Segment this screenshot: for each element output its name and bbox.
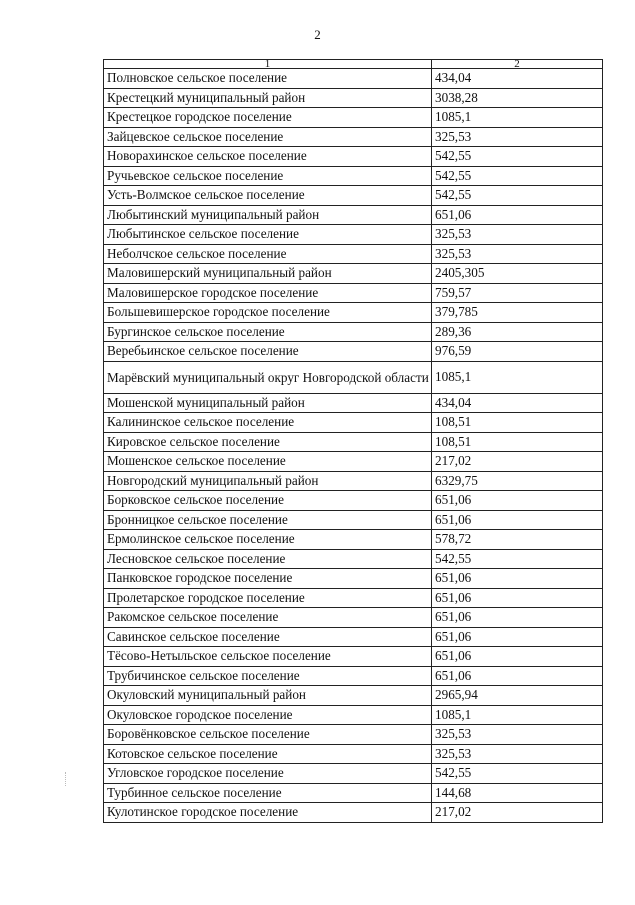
row-value-cell: 651,06 <box>432 588 603 608</box>
row-name-cell: Борковское сельское поселение <box>104 491 432 511</box>
row-value-cell: 2965,94 <box>432 686 603 706</box>
row-name-cell: Ракомское сельское поселение <box>104 608 432 628</box>
row-name-cell: Мошенской муниципальный район <box>104 393 432 413</box>
row-value-cell: 434,04 <box>432 69 603 89</box>
table-row <box>104 588 603 608</box>
row-value-cell: 217,02 <box>432 452 603 472</box>
row-name-cell: Новгородский муниципальный район <box>104 471 432 491</box>
table-row <box>104 647 603 667</box>
row-name-cell: Маловишерский муниципальный район <box>104 264 432 284</box>
row-name-cell: Большевишерское городское поселение <box>104 303 432 323</box>
row-value-cell: 217,02 <box>432 803 603 823</box>
table-row <box>104 166 603 186</box>
row-value-cell: 651,06 <box>432 510 603 530</box>
row-value-cell: 325,53 <box>432 225 603 245</box>
row-name-cell: Калининское сельское поселение <box>104 413 432 433</box>
table-row <box>104 413 603 433</box>
table-row <box>104 393 603 413</box>
table-row <box>104 627 603 647</box>
row-value-cell: 1085,1 <box>432 108 603 128</box>
row-value-cell: 144,68 <box>432 783 603 803</box>
row-value-cell: 325,53 <box>432 744 603 764</box>
table-row <box>104 530 603 550</box>
row-value-cell: 651,06 <box>432 627 603 647</box>
row-name-cell: Лесновское сельское поселение <box>104 549 432 569</box>
table-row <box>104 322 603 342</box>
row-value-cell: 542,55 <box>432 549 603 569</box>
row-name-cell: Савинское сельское поселение <box>104 627 432 647</box>
table-row <box>104 88 603 108</box>
table-row <box>104 342 603 362</box>
row-name-cell: Маловишерское городское поселение <box>104 283 432 303</box>
row-name-cell: Любытинское сельское поселение <box>104 225 432 245</box>
row-name-cell: Зайцевское сельское поселение <box>104 127 432 147</box>
table-row <box>104 705 603 725</box>
table-row <box>104 225 603 245</box>
row-value-cell: 651,06 <box>432 205 603 225</box>
row-value-cell: 3038,28 <box>432 88 603 108</box>
row-value-cell: 651,06 <box>432 491 603 511</box>
row-name-cell: Панковское городское поселение <box>104 569 432 589</box>
row-value-cell: 289,36 <box>432 322 603 342</box>
margin-mark <box>65 772 67 786</box>
row-value-cell: 651,06 <box>432 608 603 628</box>
table-row <box>104 491 603 511</box>
row-name-cell: Боровёнковское сельское поселение <box>104 725 432 745</box>
row-name-cell: Бургинское сельское поселение <box>104 322 432 342</box>
row-name-cell: Кировское сельское поселение <box>104 432 432 452</box>
row-name-cell: Окуловский муниципальный район <box>104 686 432 706</box>
row-name-cell: Любытинский муниципальный район <box>104 205 432 225</box>
row-value-cell: 108,51 <box>432 432 603 452</box>
table-row <box>104 569 603 589</box>
column-header: 1 <box>104 60 432 69</box>
table-row <box>104 686 603 706</box>
row-value-cell: 379,785 <box>432 303 603 323</box>
table-row <box>104 608 603 628</box>
table-row <box>104 361 603 393</box>
table-row <box>104 244 603 264</box>
table-row <box>104 549 603 569</box>
row-value-cell: 542,55 <box>432 147 603 167</box>
table-row <box>104 69 603 89</box>
row-name-cell: Ермолинское сельское поселение <box>104 530 432 550</box>
row-name-cell: Кулотинское городское поселение <box>104 803 432 823</box>
row-name-cell: Угловское городское поселение <box>104 764 432 784</box>
table-row <box>104 803 603 823</box>
table-row <box>104 783 603 803</box>
row-name-cell: Новорахинское сельское поселение <box>104 147 432 167</box>
row-name-cell: Пролетарское городское поселение <box>104 588 432 608</box>
row-name-cell: Неболчское сельское поселение <box>104 244 432 264</box>
table-row <box>104 303 603 323</box>
row-value-cell: 325,53 <box>432 244 603 264</box>
row-value-cell: 651,06 <box>432 666 603 686</box>
table-row <box>104 764 603 784</box>
row-value-cell: 542,55 <box>432 166 603 186</box>
row-value-cell: 542,55 <box>432 764 603 784</box>
row-name-cell: Полновское сельское поселение <box>104 69 432 89</box>
column-header: 2 <box>432 60 603 69</box>
row-name-cell: Трубичинское сельское поселение <box>104 666 432 686</box>
row-value-cell: 976,59 <box>432 342 603 362</box>
row-name-cell: Веребьинское сельское поселение <box>104 342 432 362</box>
row-name-cell: Окуловское городское поселение <box>104 705 432 725</box>
row-name-cell: Усть-Волмское сельское поселение <box>104 186 432 206</box>
table-row <box>104 147 603 167</box>
row-value-cell: 1085,1 <box>432 361 603 393</box>
row-value-cell: 651,06 <box>432 569 603 589</box>
table-row <box>104 127 603 147</box>
row-value-cell: 108,51 <box>432 413 603 433</box>
row-name-cell: Тёсово-Нетыльское сельское поселение <box>104 647 432 667</box>
row-value-cell: 434,04 <box>432 393 603 413</box>
table-row <box>104 432 603 452</box>
row-value-cell: 651,06 <box>432 647 603 667</box>
row-name-cell: Крестецкое городское поселение <box>104 108 432 128</box>
table-row <box>104 186 603 206</box>
row-value-cell: 325,53 <box>432 127 603 147</box>
data-table <box>103 59 603 823</box>
table-row <box>104 725 603 745</box>
row-name-cell: Котовское сельское поселение <box>104 744 432 764</box>
row-value-cell: 6329,75 <box>432 471 603 491</box>
table-row <box>104 264 603 284</box>
row-name-cell: Крестецкий муниципальный район <box>104 88 432 108</box>
row-value-cell: 1085,1 <box>432 705 603 725</box>
table-row <box>104 452 603 472</box>
row-value-cell: 578,72 <box>432 530 603 550</box>
page-number: 2 <box>314 27 321 42</box>
table-row <box>104 471 603 491</box>
table-row <box>104 666 603 686</box>
row-value-cell: 2405,305 <box>432 264 603 284</box>
row-name-cell: Мошенское сельское поселение <box>104 452 432 472</box>
table-row <box>104 283 603 303</box>
table-row <box>104 744 603 764</box>
table-row <box>104 108 603 128</box>
row-value-cell: 325,53 <box>432 725 603 745</box>
row-value-cell: 542,55 <box>432 186 603 206</box>
row-name-cell: Турбинное сельское поселение <box>104 783 432 803</box>
row-value-cell: 759,57 <box>432 283 603 303</box>
row-name-cell: Марёвский муниципальный округ Новгородской области <box>104 361 432 393</box>
row-name-cell: Бронницкое сельское поселение <box>104 510 432 530</box>
table-row <box>104 205 603 225</box>
table-row <box>104 510 603 530</box>
table-header-row <box>104 60 603 69</box>
row-name-cell: Ручьевское сельское поселение <box>104 166 432 186</box>
